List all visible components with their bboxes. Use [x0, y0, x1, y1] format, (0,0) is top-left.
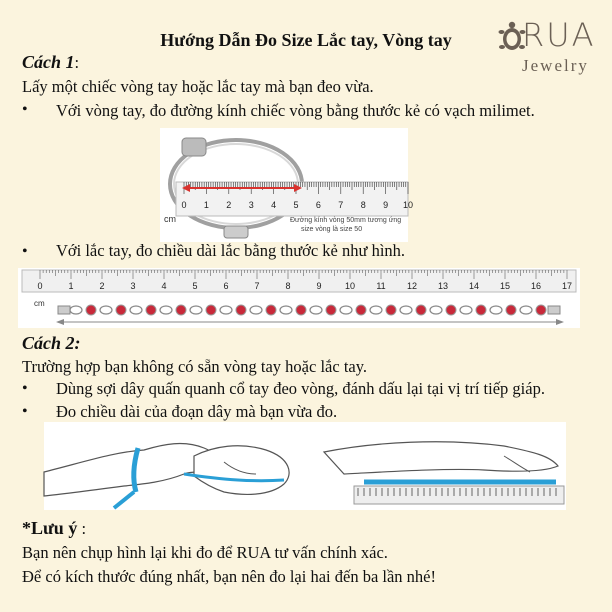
long-ruler-tick-label: 16 [530, 281, 542, 291]
chain-link [430, 306, 442, 314]
chain-link [220, 306, 232, 314]
page-title: Hướng Dẫn Đo Size Lắc tay, Vòng tay [160, 30, 452, 50]
bangle-bead [224, 226, 248, 238]
chain-link [400, 306, 412, 314]
long-ruler-tick-label: 14 [468, 281, 480, 291]
chain-link [250, 306, 262, 314]
rua-jewelry-logo [498, 16, 598, 82]
chain-link [340, 306, 352, 314]
method1-heading: Cách 1 [22, 52, 75, 72]
method2-bullet-wrap: Dùng sợi dây quấn quanh cổ tay đeo vòng, đánh dấu lại tại vị trí tiếp giáp. [56, 379, 545, 398]
ruler-tick-label: 3 [248, 200, 254, 210]
long-ruler-tick-label: 17 [561, 281, 573, 291]
note-line1: Bạn nên chụp hình lại khi đo để RUA tư vấn chính xác. [22, 543, 388, 562]
fist-drawing [194, 446, 289, 495]
chain-red-stone [416, 305, 426, 315]
ruler-unit-label: cm [164, 214, 176, 224]
chain-red-stone [536, 305, 546, 315]
chain-clasp-right [548, 306, 560, 314]
chain-red-stone [356, 305, 366, 315]
wrist-left-drawing [44, 444, 218, 496]
chain-link [70, 306, 82, 314]
long-ruler-tick-label: 13 [437, 281, 449, 291]
chain-link [310, 306, 322, 314]
chain-link [520, 306, 532, 314]
long-ruler-tick-label: 1 [68, 281, 74, 291]
ruler-tick-label: 8 [360, 200, 366, 210]
long-ruler-tick-label: 2 [99, 281, 105, 291]
chain-red-stone [506, 305, 516, 315]
chain-red-stone [386, 305, 396, 315]
method1-bullet-chain: Với lắc tay, đo chiều dài lắc bằng thước kẻ như hình. [56, 241, 406, 260]
chain-red-stone [266, 305, 276, 315]
long-ruler-tick-label: 9 [316, 281, 322, 291]
chain-link [460, 306, 472, 314]
chain-red-stone [146, 305, 156, 315]
chain-red-stone [206, 305, 216, 315]
long-ruler-tick-label: 3 [130, 281, 136, 291]
bangle-caption-line1: Đường kính vòng 50mm tương ứng [290, 217, 402, 224]
long-ruler-body [22, 270, 576, 292]
chain-link [100, 306, 112, 314]
long-ruler-tick-label: 4 [161, 281, 167, 291]
long-ruler-tick-label: 15 [499, 281, 511, 291]
long-ruler-tick-label: 0 [37, 281, 43, 291]
chain-link [280, 306, 292, 314]
chain-clasp-left [58, 306, 70, 314]
ruler-tick-label: 1 [203, 200, 209, 210]
chain-red-stone [296, 305, 306, 315]
wrist-string-figure [44, 422, 566, 510]
bullet-marker: • [22, 380, 28, 397]
long-ruler-tick-label: 12 [406, 281, 418, 291]
method1-intro: Lấy một chiếc vòng tay hoặc lắc tay mà bạn đeo vừa. [22, 77, 374, 96]
method1-bullet-bangle: Với vòng tay, đo đường kính chiếc vòng bằng thước kẻ có vạch milimet. [56, 101, 535, 120]
chain-red-stone [116, 305, 126, 315]
chain-red-stone [86, 305, 96, 315]
ruler-tick-label: 7 [338, 200, 344, 210]
chain-red-stone [176, 305, 186, 315]
method2-heading: Cách 2: [22, 333, 81, 353]
ruler-tick-label: 6 [315, 200, 321, 210]
chain-link [130, 306, 142, 314]
bangle-measure-figure [160, 128, 414, 242]
bangle-caption-line2: size vòng là size 50 [301, 226, 363, 233]
long-ruler-tick-label: 6 [223, 281, 229, 291]
chain-arrow-left [56, 319, 64, 325]
bullet-marker: • [22, 101, 28, 118]
bullet-marker: • [22, 403, 28, 420]
logo-sub-text: Jewelry [522, 56, 589, 75]
logo-brand-text: RUA [522, 16, 596, 54]
ruler-tick-label: 5 [293, 200, 299, 210]
chain-red-stone [446, 305, 456, 315]
chain-measure-figure [18, 268, 580, 328]
chain-link [490, 306, 502, 314]
long-ruler-tick-label: 5 [192, 281, 198, 291]
note-line2: Để có kích thước đúng nhất, bạn nên đo lại hai đến ba lần nhé! [22, 567, 436, 586]
note-heading: *Lưu ý [22, 518, 78, 538]
string-tail-left [114, 492, 134, 508]
long-ruler-tick-label: 11 [376, 281, 386, 291]
method1-heading-row [22, 52, 79, 73]
method1-colon: : [74, 53, 80, 72]
long-ruler-unit-label: cm [34, 299, 45, 308]
chain-link [160, 306, 172, 314]
chain-link [190, 306, 202, 314]
bullet-marker: • [22, 243, 28, 260]
long-ruler-tick-label: 7 [254, 281, 260, 291]
method2-bullet-measure: Đo chiều dài của đoạn dây mà bạn vừa đo. [56, 402, 338, 421]
chain-red-stone [326, 305, 336, 315]
ruler-tick-label: 4 [271, 200, 277, 210]
hand-on-ruler-drawing [324, 442, 558, 474]
method2-intro: Trường hợp bạn không có sẵn vòng tay hoặc lắc tay. [22, 357, 368, 376]
chain-link [370, 306, 382, 314]
bangle-clasp [182, 138, 206, 156]
ruler-tick-label: 0 [181, 200, 187, 210]
long-ruler-tick-label: 8 [285, 281, 291, 291]
long-ruler-tick-label: 10 [344, 281, 356, 291]
ruler-tick-label: 2 [226, 200, 232, 210]
chain-red-stone [236, 305, 246, 315]
chain-red-stone [476, 305, 486, 315]
ruler-tick-label: 10 [402, 200, 414, 210]
ruler-tick-label: 9 [383, 200, 389, 210]
note-colon: : [77, 519, 87, 538]
note-heading-row [22, 518, 86, 539]
chain-arrow-right [556, 319, 564, 325]
